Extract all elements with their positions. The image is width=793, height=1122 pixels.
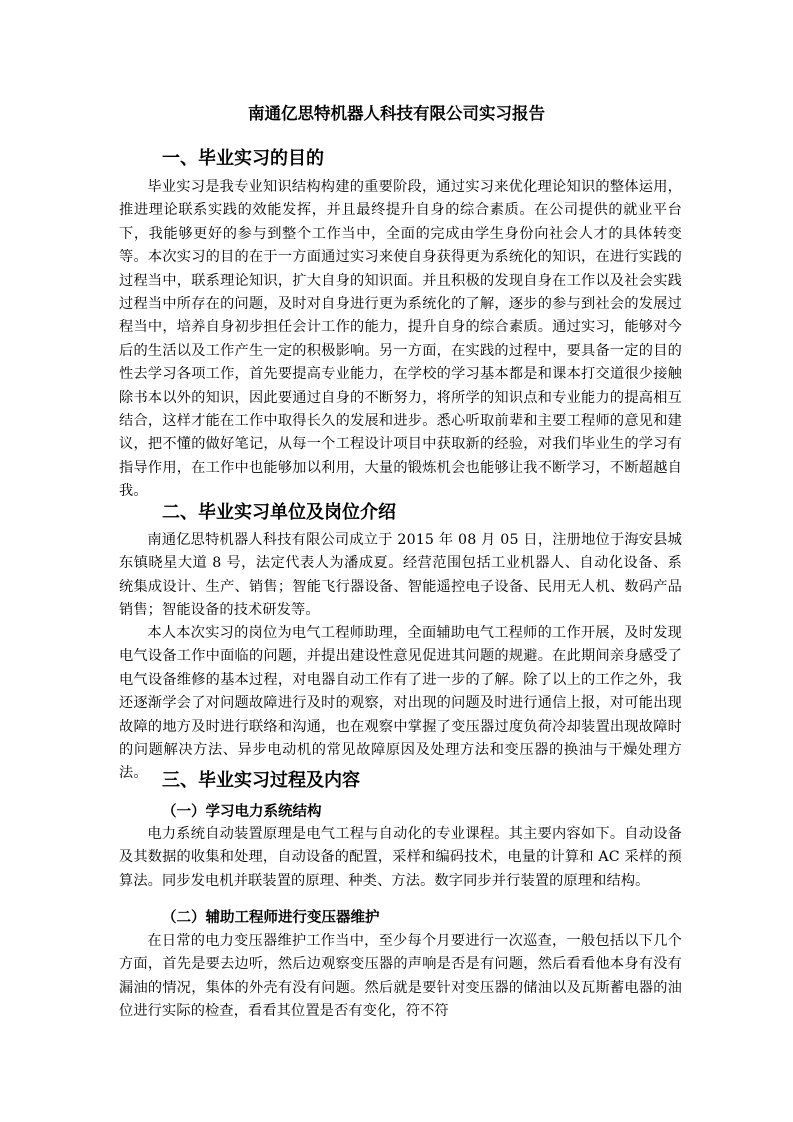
paragraph-power-system: 电力系统自动装置原理是电气工程与自动化的专业课程。其主要内容如下。自动设备及其数据的收集和处理，自动设备的配置，采样和编码技术，电量的计算和 AC 采样的预算法。同步发电机并联装置的原理、种类、方法。数字同步并行装置的原理和结构。 bbox=[119, 826, 682, 889]
subsection-heading-power-system: （一）学习电力系统结构 bbox=[162, 804, 322, 820]
section-heading-company: 二、毕业实习单位及岗位介绍 bbox=[162, 502, 396, 523]
paragraph-position: 本人本次实习的岗位为电气工程师助理，全面辅助电气工程师的工作开展，及时发现电气设备工作中面临的问题，并提出建设性意见促进其问题的规避。在此期间亲身感受了电气设备维修的基本过程，对电器自动工作有了进一步的了解。除了以上的工作之外，我还逐渐学会了对问题故障进行及时的观察，对出现的问题及时进行通信上报，对可能出现故障的地方及时进行联络和沟通，也在观察中掌握了变压器过度负荷冷却装置出现故障时的问题解决方法、异步电动机的常见故障原因及处理方法和变压器的换油与干燥处理方法。 bbox=[119, 625, 682, 782]
paragraph-transformer: 在日常的电力变压器维护工作当中，至少每个月要进行一次巡查，一般包括以下几个方面，首先是要去边听，然后边观察变压器的声响是否是有问题，然后看看他本身有没有漏油的情况，集体的外壳有没有问题。然后就是要针对变压器的储油以及瓦斯蓄电器的油位进行实际的检查，看看其位置是否有变化，符不符 bbox=[119, 933, 682, 1020]
subsection-heading-transformer: （二）辅助工程师进行变压器维护 bbox=[162, 910, 380, 926]
paragraph-company-intro: 南通亿思特机器人科技有限公司成立于 2015 年 08 月 05 日，注册地位于海安县城东镇晓星大道 8 号，法定代表人为潘成夏。经营范围包括工业机器人、自动化设备、系统集成设计、生产、销售；智能飞行器设备、智能遥控电子设备、民用无人机、数码产品销售；智能设备的技术研发等。 bbox=[119, 532, 682, 619]
section-heading-purpose: 一、毕业实习的目的 bbox=[162, 148, 324, 169]
paragraph-purpose: 毕业实习是我专业知识结构构建的重要阶段，通过实习来优化理论知识的整体运用，推进理论联系实践的效能发挥，并且最终提升自身的综合素质。在公司提供的就业平台下，我能够更好的参与到整个工作当中，全面的完成由学生身份向社会人才的具体转变等。本次实习的目的在于一方面通过实习来使自身获得更为系统化的知识，在进行实践的过程当中，联系理论知识，扩大自身的知识面。并且积极的发现自身在工作以及社会实践过程当中所存在的问题，及时对自身进行更为系统化的了解，逐步的参与到社会的发展过程当中，培养自身初步担任会计工作的能力，提升自身的综合素质。通过实习，能够对今后的生活以及工作产生一定的积极影响。另一方面，在实践的过程中，要具备一定的目的性去学习各项工作，首先要提高专业能力，在学校的学习基本都是和课本打交道很少接触除书本以外的知识，因此要通过自身的不断努力，将所学的知识点和专业能力的提高相互结合，这样才能在工作中取得长久的发展和进步。悉心听取前辈和主要工程师的意见和建议，把不懂的做好笔记，从每一个工程设计项目中获取新的经验，对我们毕业生的学习有指导作用，在工作中也能够加以利用，大量的锻炼机会也能够让我不断学习，不断超越自我。 bbox=[119, 179, 682, 500]
section-heading-process: 三、毕业实习过程及内容 bbox=[162, 770, 360, 791]
document-title: 南通亿思特机器人科技有限公司实习报告 bbox=[248, 104, 545, 123]
